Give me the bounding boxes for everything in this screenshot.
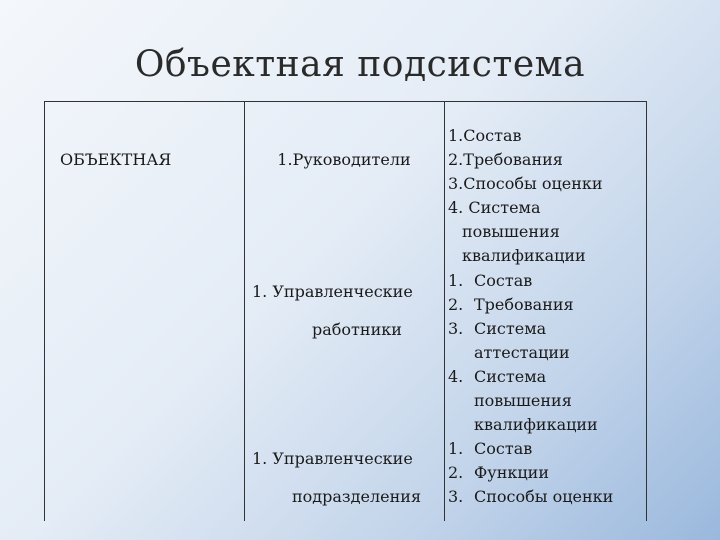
list-number: 3. [448,487,464,506]
list-item [448,293,648,317]
list-item [448,317,648,341]
row-label-line: 1. Управленческие [252,449,413,468]
list-text: Состав [474,271,533,290]
row-label-management-units [252,447,444,509]
list-text: Состав [474,439,533,458]
list-item [448,389,648,413]
table-column-divider [444,101,445,521]
table-top-border [44,101,646,102]
list-text: Система [474,367,547,386]
row-label-line: 1. Управленческие [252,282,413,301]
list-management-staff [448,269,648,437]
list-text: Способы оценки [474,487,614,506]
list-number: 1. [448,271,464,290]
list-managers [448,124,648,268]
row-label-managers [248,148,440,172]
list-number: 2. [448,463,464,482]
row-label-line: подразделения [292,487,422,506]
slide-title: Объектная подсистема [134,44,586,85]
list-item [448,413,648,437]
list-item: 3.Способы оценки [448,174,603,193]
list-text: Требования [474,295,574,314]
list-text: повышения [474,391,572,410]
list-item [448,461,648,485]
table-left-border [44,101,45,521]
list-number [448,389,474,413]
list-item: 2.Требования [448,150,563,169]
list-item [448,269,648,293]
list-number: 2. [448,295,464,314]
list-management-units [448,437,648,509]
list-item: повышения [462,222,560,241]
list-text: квалификации [474,415,598,434]
list-item [448,341,648,365]
list-number [448,413,474,437]
row-label-line: 1.Руководители [277,150,411,169]
list-item [448,437,648,461]
list-text: Система [474,319,547,338]
subsystem-label: ОБЪЕКТНАЯ [60,150,172,169]
list-number: 4. [448,367,464,386]
table-column-divider [244,101,245,521]
list-item: квалификации [462,246,586,265]
list-number: 3. [448,319,464,338]
list-number: 1. [448,439,464,458]
list-item [448,485,648,509]
list-item [448,365,648,389]
list-item: 1.Состав [448,126,522,145]
list-number [448,341,474,365]
list-text: Функции [474,463,549,482]
row-label-line: работники [312,320,402,339]
row-label-management-staff [252,280,444,342]
list-text: аттестации [474,343,570,362]
list-item: 4. Система [448,198,541,217]
